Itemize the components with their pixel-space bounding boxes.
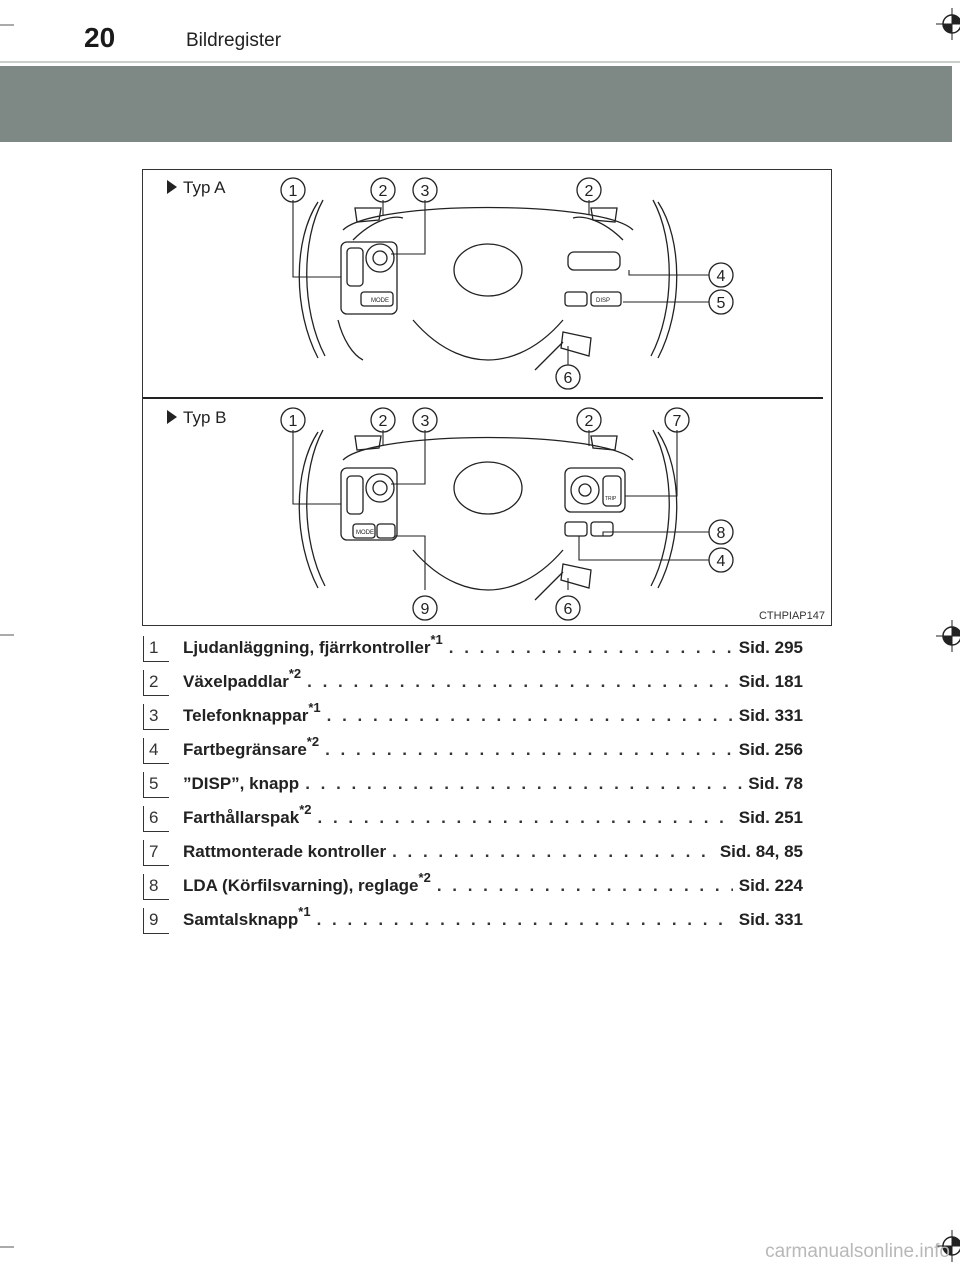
list-item[interactable]: 6 Farthållarspak $^{*2}$ . . . Sid. 251 <box>143 802 803 836</box>
svg-text:TRIP: TRIP <box>605 496 617 502</box>
wheel-type-a <box>299 200 677 370</box>
page-reference[interactable]: Sid. 181 <box>738 672 803 691</box>
page-reference[interactable]: Sid. 256 <box>738 740 803 759</box>
item-number-box: 7 <box>143 840 169 866</box>
registration-mark-mid-right <box>936 620 960 652</box>
item-number-box: 2 <box>143 670 169 696</box>
list-item[interactable]: 9 Samtalsknapp $^{*1}$ . . . Sid. 331 <box>143 904 803 938</box>
figure-code: CTHPIAP147 <box>758 610 825 622</box>
triangle-right-icon <box>167 410 177 424</box>
svg-text:MODE: MODE <box>371 298 389 304</box>
item-number-box: 3 <box>143 704 169 730</box>
callout-b-2b: 2 <box>584 413 594 430</box>
callout-leaders-a <box>293 200 709 365</box>
page-reference[interactable]: Sid. 84, 85 <box>719 842 803 861</box>
list-item[interactable]: 4 Fartbegränsare $^{*2}$ . . . Sid. 256 <box>143 734 803 768</box>
page-number: 20 <box>84 22 116 53</box>
header-band <box>0 66 952 142</box>
steering-wheel-figure <box>142 169 832 626</box>
page-reference[interactable]: Sid. 295 <box>738 638 803 657</box>
callout-leaders-b <box>293 430 709 590</box>
callout-b-6: 6 <box>563 601 573 618</box>
item-number-box: 1 <box>143 636 169 662</box>
item-number-box: 4 <box>143 738 169 764</box>
list-item[interactable]: 8 LDA (Körfilsvarning), reglage $^{*2}$ . . . Sid. 224 <box>143 870 803 904</box>
callout-b-9: 9 <box>420 601 430 618</box>
type-a-label: Typ A <box>167 178 226 198</box>
list-item[interactable]: 3 Telefonknappar $^{*1}$ . . . Sid. 331 <box>143 700 803 734</box>
callout-a-6: 6 <box>563 370 573 387</box>
callout-a-1: 1 <box>288 183 298 200</box>
callout-a-3: 3 <box>420 183 430 200</box>
watermark: carmanualsonline.info <box>765 1241 950 1262</box>
index-list <box>143 632 803 938</box>
callout-b-2: 2 <box>378 413 388 430</box>
crop-mark-left-top <box>0 24 16 28</box>
list-item[interactable]: 1 Ljudanläggning, fjärrkontroller $^{*1}$ . . . Sid. 295 <box>143 632 803 666</box>
page-reference[interactable]: Sid. 78 <box>748 774 803 793</box>
triangle-right-icon <box>167 180 177 194</box>
page-reference[interactable]: Sid. 331 <box>738 910 803 929</box>
registration-mark-top-right <box>936 8 960 40</box>
section-title: Bildregister <box>186 30 282 51</box>
crop-mark-left-mid <box>0 634 16 638</box>
item-number-box: 5 <box>143 772 169 798</box>
page-reference[interactable]: Sid. 331 <box>738 706 803 725</box>
header-rule <box>0 61 960 63</box>
callout-a-4: 4 <box>716 268 726 285</box>
list-item[interactable]: 2 Växelpaddlar $^{*2}$ . . . Sid. 181 <box>143 666 803 700</box>
svg-text:DISP: DISP <box>596 298 611 304</box>
callout-b-3: 3 <box>420 413 430 430</box>
callout-a-5: 5 <box>716 295 726 312</box>
callout-b-4: 4 <box>716 553 726 570</box>
callout-a-2: 2 <box>378 183 388 200</box>
list-item[interactable]: 7 Rattmonterade kontroller . . . Sid. 84, 85 <box>143 836 803 870</box>
item-number-box: 8 <box>143 874 169 900</box>
callout-b-7: 7 <box>672 413 682 430</box>
steering-wheel-illustration <box>143 170 833 627</box>
list-item[interactable]: 5 ”DISP”, knapp . . . Sid. 78 <box>143 768 803 802</box>
item-number-box: 6 <box>143 806 169 832</box>
callout-b-8: 8 <box>716 525 726 542</box>
type-b-label: Typ B <box>167 408 226 428</box>
item-number-box: 9 <box>143 908 169 934</box>
callout-b-1: 1 <box>288 413 298 430</box>
svg-text:MODE: MODE <box>356 530 374 536</box>
crop-mark-left-bottom <box>0 1246 16 1250</box>
callout-a-2b: 2 <box>584 183 594 200</box>
page-reference[interactable]: Sid. 251 <box>738 808 803 827</box>
wheel-type-b <box>299 430 677 600</box>
page-reference[interactable]: Sid. 224 <box>738 876 803 895</box>
